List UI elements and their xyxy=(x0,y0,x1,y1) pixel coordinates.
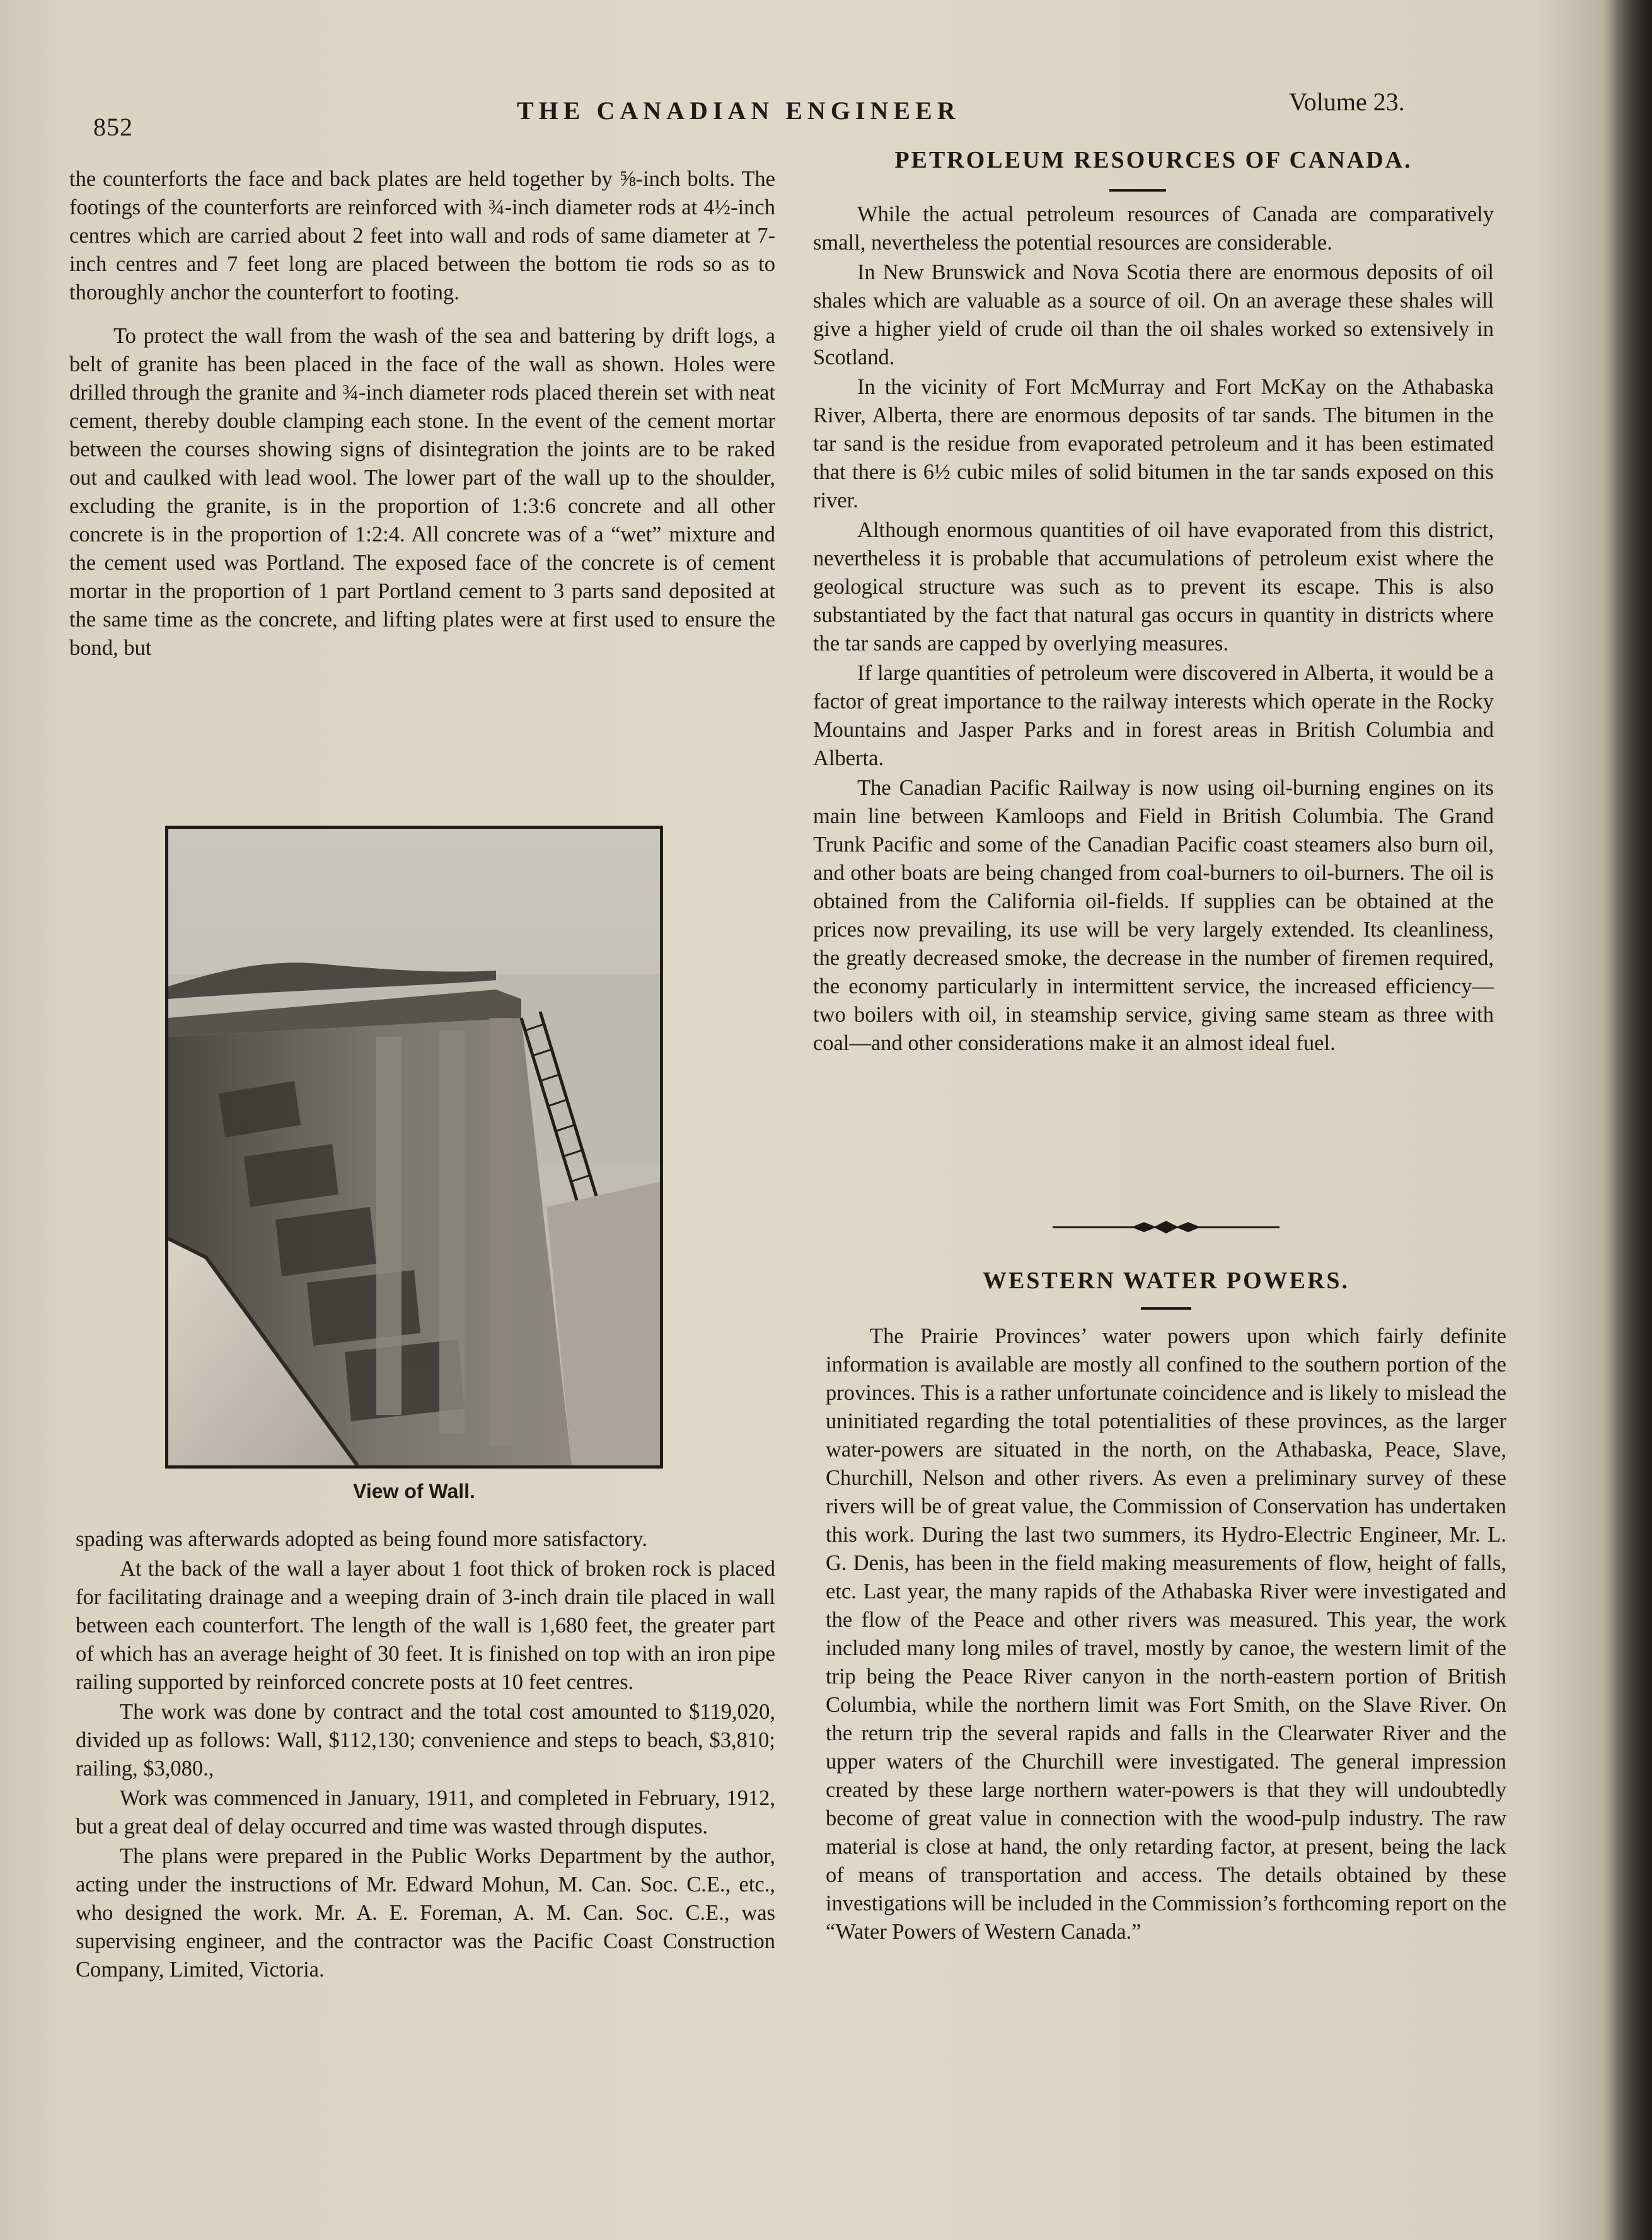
paragraph: If large quantities of petroleum were discovered in Alberta, it would be a factor of great importance to the railway interests which operate in the Rocky Mountains and Jasper Parks and in forest areas in British Columbia and Alberta. xyxy=(813,661,1494,770)
paragraph: To protect the wall from the wash of the sea and battering by drift logs, a belt of granite has been placed in the face of the wall as shown. Holes were drilled through the granite and ¾-inch diameter rods placed therein set with neat cement, thereby double clamping each stone. In the event of the cement mortar between the courses showing signs of disintegration the joints are to be raked out and caulked with lead wool. The lower part of the wall up to the shoulder, excluding the granite, is in the proportion of 1:3:6 concrete and all other concrete is in the proportion of 1:2:4. All concrete was of a “wet” mixture and the cement used was Portland. The exposed face of the concrete is of cement mortar in the proportion of 1 part Portland cement to 3 parts sand deposited at the same time as the concrete, and lifting plates were at first used to ensure the bond, but xyxy=(69,324,775,660)
paragraph: At the back of the wall a layer about 1 foot thick of broken rock is placed for facilitating drainage and a weeping drain of 3-inch drain tile placed in wall between each counterfort. The length of the wall is 1,680 feet, the greater part of which has an average height of 30 feet. It is finished on top with an iron pipe railing supported by reinforced concrete posts at 10 feet centres. xyxy=(76,1557,775,1694)
paragraph: Work was commenced in January, 1911, and completed in February, 1912, but a great deal of delay occurred and time was wasted through disputes. xyxy=(76,1786,775,1839)
paragraph: In the vicinity of Fort McMurray and Fort McKay on the Athabaska River, Alberta, there are enormous deposits of tar sands. The bitumen in the tar sand is the residue from evaporated petroleum and it has been estimated that there is 6½ cubic miles of solid bitumen in the tar sands exposed on this river. xyxy=(813,375,1494,512)
western-article-heading: WESTERN WATER POWERS. xyxy=(982,1267,1350,1294)
paragraph: While the actual petroleum resources of Canada are comparatively small, nevertheless the potential resources are considerable. xyxy=(813,202,1494,255)
paragraph: The plans were prepared in the Public Works Department by the author, acting under the instructions of Mr. Edward Mohun, M. Can. Soc. C.E., etc., who designed the work. Mr. A. E. Foreman, A. M. Can. Soc. C.E., was supervising engineer, and the contractor was the Pacific Coast Construction Company, Limited, Victoria. xyxy=(76,1844,775,1982)
section-divider-ornament xyxy=(1053,1220,1279,1235)
left-column-bottom xyxy=(76,1525,775,1984)
volume-label: Volume 23. xyxy=(1289,88,1405,116)
wall-photo-image xyxy=(168,829,660,1465)
paragraph: spading was afterwards adopted as being found more satisfactory. xyxy=(76,1527,647,1551)
wall-photograph xyxy=(165,826,663,1469)
paragraph: Although enormous quantities of oil have evaporated from this district, nevertheless it is probable that accumulations of petroleum exist where the geological structure was such as to prevent its escape. This is also substantiated by the fact that natural gas occurs in quantity in districts where the tar sands are capped by overlying measures. xyxy=(813,518,1494,655)
paragraph: In New Brunswick and Nova Scotia there are enormous deposits of oil shales which are valuable as a source of oil. On an average these shales will give a higher yield of crude oil than the oil shales worked so extensively in Scotland. xyxy=(813,260,1494,369)
page-number: 852 xyxy=(93,113,133,141)
heading-rule xyxy=(1109,189,1166,192)
western-article-body xyxy=(826,1322,1506,1946)
figure-caption: View of Wall. xyxy=(353,1480,475,1503)
heading-rule xyxy=(1141,1307,1191,1310)
left-column-top xyxy=(69,165,775,662)
petroleum-article-body xyxy=(813,200,1494,1058)
paragraph: the counterforts the face and back plates are held together by ⅝-inch bolts. The footings of the counterforts are reinforced with ¾-inch diameter rods at 4½-inch centres which are carried about 2 feet into wall and rods of same diameter at 7-inch centres and 7 feet long are placed between the bottom tie rods so as to thoroughly anchor the counterfort to footing. xyxy=(69,167,775,304)
paragraph: The work was done by contract and the total cost amounted to $119,020, divided up as follows: Wall, $112,130; convenience and steps to beach, $3,810; railing, $3,080., xyxy=(76,1700,775,1781)
petroleum-article-heading: PETROLEUM RESOURCES OF CANADA. xyxy=(894,147,1412,173)
paragraph: The Prairie Provinces’ water powers upon which fairly definite information is available are mostly all confined to the southern portion of the provinces. This is a rather unfortunate coincidence and is likely to mislead the uninitiated regarding the total potentialities of these provinces, as the larger water-powers are situated in the north, on the Athabaska, Peace, Slave, Churchill, Nelson and other rivers. As even a preliminary survey of these rivers will be of great value, the Commission of Conservation has undertaken this work. During the last two summers, its Hydro-Electric Engineer, Mr. L. G. Denis, has been in the field making measurements of flow, height of falls, etc. Last year, the many rapids of the Athabaska River were investigated and the flow of the Peace and other rivers was measured. This year, the work included many long miles of travel, mostly by canoe, the western limit of the trip being the Peace River canyon in the north-eastern portion of British Columbia, while the northern limit was Fort Smith, on the Slave River. On the return trip the several rapids and falls in the Clearwater River and the upper waters of the Churchill were investigated. The general impression created by these large northern water-powers is that they will undoubtedly become of great value in connection with the wood-pulp industry. The raw material is close at hand, the only retarding factor, at present, being the lack of means of transportation and access. The details obtained by these investigations will be included in the Commission’s forthcoming report on the “Water Powers of Western Canada.” xyxy=(826,1324,1506,1944)
journal-title: THE CANADIAN ENGINEER xyxy=(517,96,961,125)
paragraph: The Canadian Pacific Railway is now using oil-burning engines on its main line between Kamloops and Field in British Columbia. The Grand Trunk Pacific and some of the Canadian Pacific coast steamers also burn oil, and other boats are being changed from coal-burners to oil-burners. The oil is obtained from the California oil-fields. If supplies can be obtained at the prices now prevailing, its use will be very largely extended. Its cleanliness, the greatly decreased smoke, the decrease in the number of firemen required, the economy particularly in intermittent service, the increased efficiency—two boilers with oil, in steamship service, giving same steam as three with coal—and other considerations make it an almost ideal fuel. xyxy=(813,776,1494,1055)
book-spine-shadow xyxy=(1608,0,1652,2240)
